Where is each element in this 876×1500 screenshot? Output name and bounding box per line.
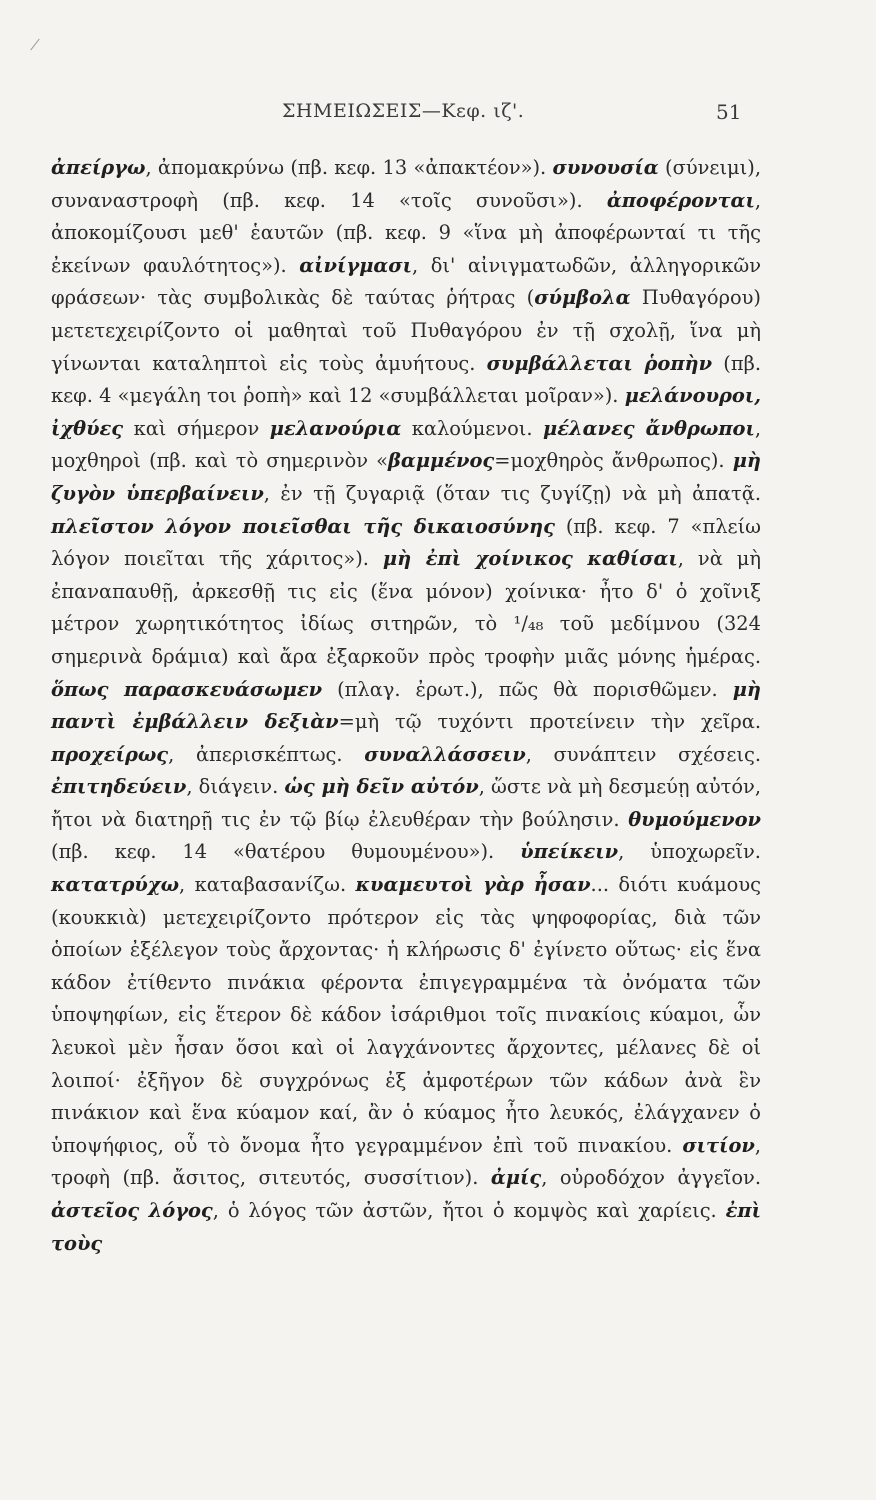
lemma: μέλανες ἄνθρωποι xyxy=(543,416,755,440)
lemma: μὴ παντὶ ἐμβάλλειν δεξιὰν xyxy=(51,677,761,734)
lemma: κατατρύχω xyxy=(51,873,180,897)
lemma: μὴ ζυγὸν ὑπερβαίνειν xyxy=(51,449,761,505)
gloss-text: , οὐροδόχον ἀγγεῖον. xyxy=(541,1166,761,1190)
lemma: πλεῖστον λόγον ποιεῖσθαι τῆς δικαιοσύνης xyxy=(51,514,555,538)
lemma: ἀποφέρονται xyxy=(606,188,755,212)
gloss-text: =μὴ τῷ τυχόντι προτείνειν τὴν χεῖρα. xyxy=(338,710,761,734)
lemma: σιτίον xyxy=(682,1133,755,1157)
gloss-text: (πλαγ. ἐρωτ.), πῶς θὰ πορισθῶμεν. xyxy=(322,677,733,701)
lemma: ἐπὶ τοὺς xyxy=(51,1199,762,1255)
lemma: ἀμίς xyxy=(490,1166,542,1190)
lemma: συμβάλλεται ῥοπὴν xyxy=(486,351,713,375)
gloss-text: , ἀπερισκέπτως. xyxy=(168,742,365,766)
lemma: ὑπείκειν xyxy=(520,840,619,864)
gloss-text: , καταβασανίζω. xyxy=(179,873,356,897)
gloss-text: , ἀπομακρύνω (πβ. κεφ. 13 «ἀπακτέον»). xyxy=(145,156,553,179)
lemma: ἀστεῖος λόγος xyxy=(51,1199,213,1222)
gloss-text: Πυθαγόρου) μετετεχειρίζοντο οἱ μαθηταὶ τοῦ Πυθαγόρου ἐν τῇ σχολῇ, ἵνα μὴ γίνωνται καταληπτοὶ εἰς τοὺς ἀμυήτους. xyxy=(51,286,761,375)
gloss-text: καλούμενοι. xyxy=(401,416,544,440)
gloss-text: (πβ. κεφ. 7 «πλείω λόγον ποιεῖται τῆς χάριτος»). xyxy=(51,514,761,571)
lemma: μελανούρια xyxy=(269,416,402,440)
gloss-text: καὶ σήμερον xyxy=(123,416,270,440)
gloss-text: , διάγειν. xyxy=(186,775,285,799)
lemma: ὡς μὴ δεῖν αὐτόν xyxy=(284,775,479,799)
running-head: ΣΗΜΕΙΩΣΕΙΣ—Κεφ. ιζ'. xyxy=(282,100,525,122)
lemma: σύμβολα xyxy=(534,286,631,310)
gloss-text: , ὑποχωρεῖν. xyxy=(618,840,761,864)
lemma: μελάνουροι, ἰχθύες xyxy=(51,384,761,440)
lemma: βαμμένος xyxy=(388,449,495,473)
gloss-text: , δι' αἰνιγματωδῶν, ἀλληγορικῶν φράσεων· τὰς συμβολικὰς δὲ ταύτας ῥήτρας ( xyxy=(51,253,761,310)
lemma: συνουσία xyxy=(552,156,659,179)
notes-paragraph xyxy=(51,152,761,1260)
gloss-text: , νὰ μὴ ἐπαναπαυθῇ, ἀρκεσθῇ τις εἰς (ἕνα μόνον) χοίνικα· ἦτο δ' ὁ χοῖνιξ μέτρον χωρητικότητος ἰδίως σιτηρῶν, τὸ ¹/₄₈ τοῦ μεδίμνου (324 σημερινὰ δράμια) καὶ ἄρα ἐξαρκοῦν πρὸς τροφὴν μιᾶς μόνης ἡμέρας. xyxy=(51,547,762,668)
page-number: 51 xyxy=(716,100,742,124)
lemma: θυμούμενον xyxy=(628,807,761,831)
gloss-text: =μοχθηρὸς ἄνθρωπος). xyxy=(494,449,733,473)
gloss-text: , ὥστε νὰ μὴ δεσμεύῃ αὐτόν, ἤτοι νὰ διατηρῇ τις ἐν τῷ βίῳ ἐλευθέραν τὴν βούλησιν. xyxy=(51,775,761,831)
gloss-text: (πβ. κεφ. 14 «θατέρου θυμουμένου»). xyxy=(51,840,521,864)
lemma: προχείρως xyxy=(51,742,169,766)
gloss-text: , ἀποκομίζουσι μεθ' ἑαυτῶν (πβ. κεφ. 9 «ἵνα μὴ ἀποφέρωνταί τι τῆς ἐκείνων φαυλότητος»). xyxy=(51,188,761,277)
pencil-mark xyxy=(30,39,39,51)
lemma: μὴ ἐπὶ χοίνικος καθίσαι xyxy=(382,547,678,571)
lemma: κυαμευτοὶ γὰρ ἦσαν xyxy=(355,873,591,897)
lemma: ἐπιτηδεύειν xyxy=(51,775,187,799)
lemma: ἀπείργω xyxy=(51,156,146,179)
gloss-text: (σύνειμι), συναναστροφὴ (πβ. κεφ. 14 «τοῖς συνοῦσι»). xyxy=(51,156,761,212)
gloss-text: , συνάπτειν σχέσεις. xyxy=(525,742,761,766)
gloss-text: , ἐν τῇ ζυγαριᾷ (ὅταν τις ζυγίζῃ) νὰ μὴ ἀπατᾷ. xyxy=(263,481,762,505)
lemma: αἰνίγμασι xyxy=(299,253,412,277)
gloss-text: (πβ. κεφ. 4 «μεγάλη τοι ῥοπὴ» καὶ 12 «συμβάλλεται μοῖραν»). xyxy=(51,351,761,408)
notes-body xyxy=(51,152,761,1260)
gloss-text: , ὁ λόγος τῶν ἀστῶν, ἤτοι ὁ κομψὸς καὶ χαρίεις. xyxy=(212,1199,726,1222)
gloss-text: ... διότι κυάμους (κουκκιὰ) μετεχειρίζοντο πρότερον εἰς τὰς ψηφοφορίας, διὰ τῶν ὁποίων ἐξέλεγον τοὺς ἄρχοντας· ἡ κλήρωσις δ' ἐγίνετο οὕτως· εἰς ἕνα κάδον ἐτίθεντο πινάκια φέροντα ἐπιγεγραμμένα τὰ ὀνόματα τῶν ὑποψηφίων, εἰς ἕτερον δὲ κάδον ἰσάριθμοι τοῖς πινακίοις κύαμοι, ὧν λευκοὶ μὲν ἦσαν ὅσοι καὶ οἱ λαγχάνοντες ἄρχοντες, μέλανες δὲ οἱ λοιποί· ἐξῆγον δὲ συγχρόνως ἐξ ἀμφοτέρων τῶν κάδων ἀνὰ ἓν πινάκιον καὶ ἕνα κύαμον καί, ἂν ὁ κύαμος ἦτο λευκός, ἐλάγχανεν ὁ ὑποψήφιος, οὗ τὸ ὄνομα ἦτο γεγραμμένον ἐπὶ τοῦ πινακίου. xyxy=(51,873,761,1157)
lemma: συναλλάσσειν xyxy=(364,742,526,766)
page-header xyxy=(0,100,876,130)
gloss-text: , τροφὴ (πβ. ἄσιτος, σιτευτός, συσσίτιον). xyxy=(51,1133,761,1190)
gloss-text: , μοχθηροὶ (πβ. καὶ τὸ σημερινὸν « xyxy=(51,416,761,473)
lemma: ὅπως παρασκευάσωμεν xyxy=(51,677,323,701)
